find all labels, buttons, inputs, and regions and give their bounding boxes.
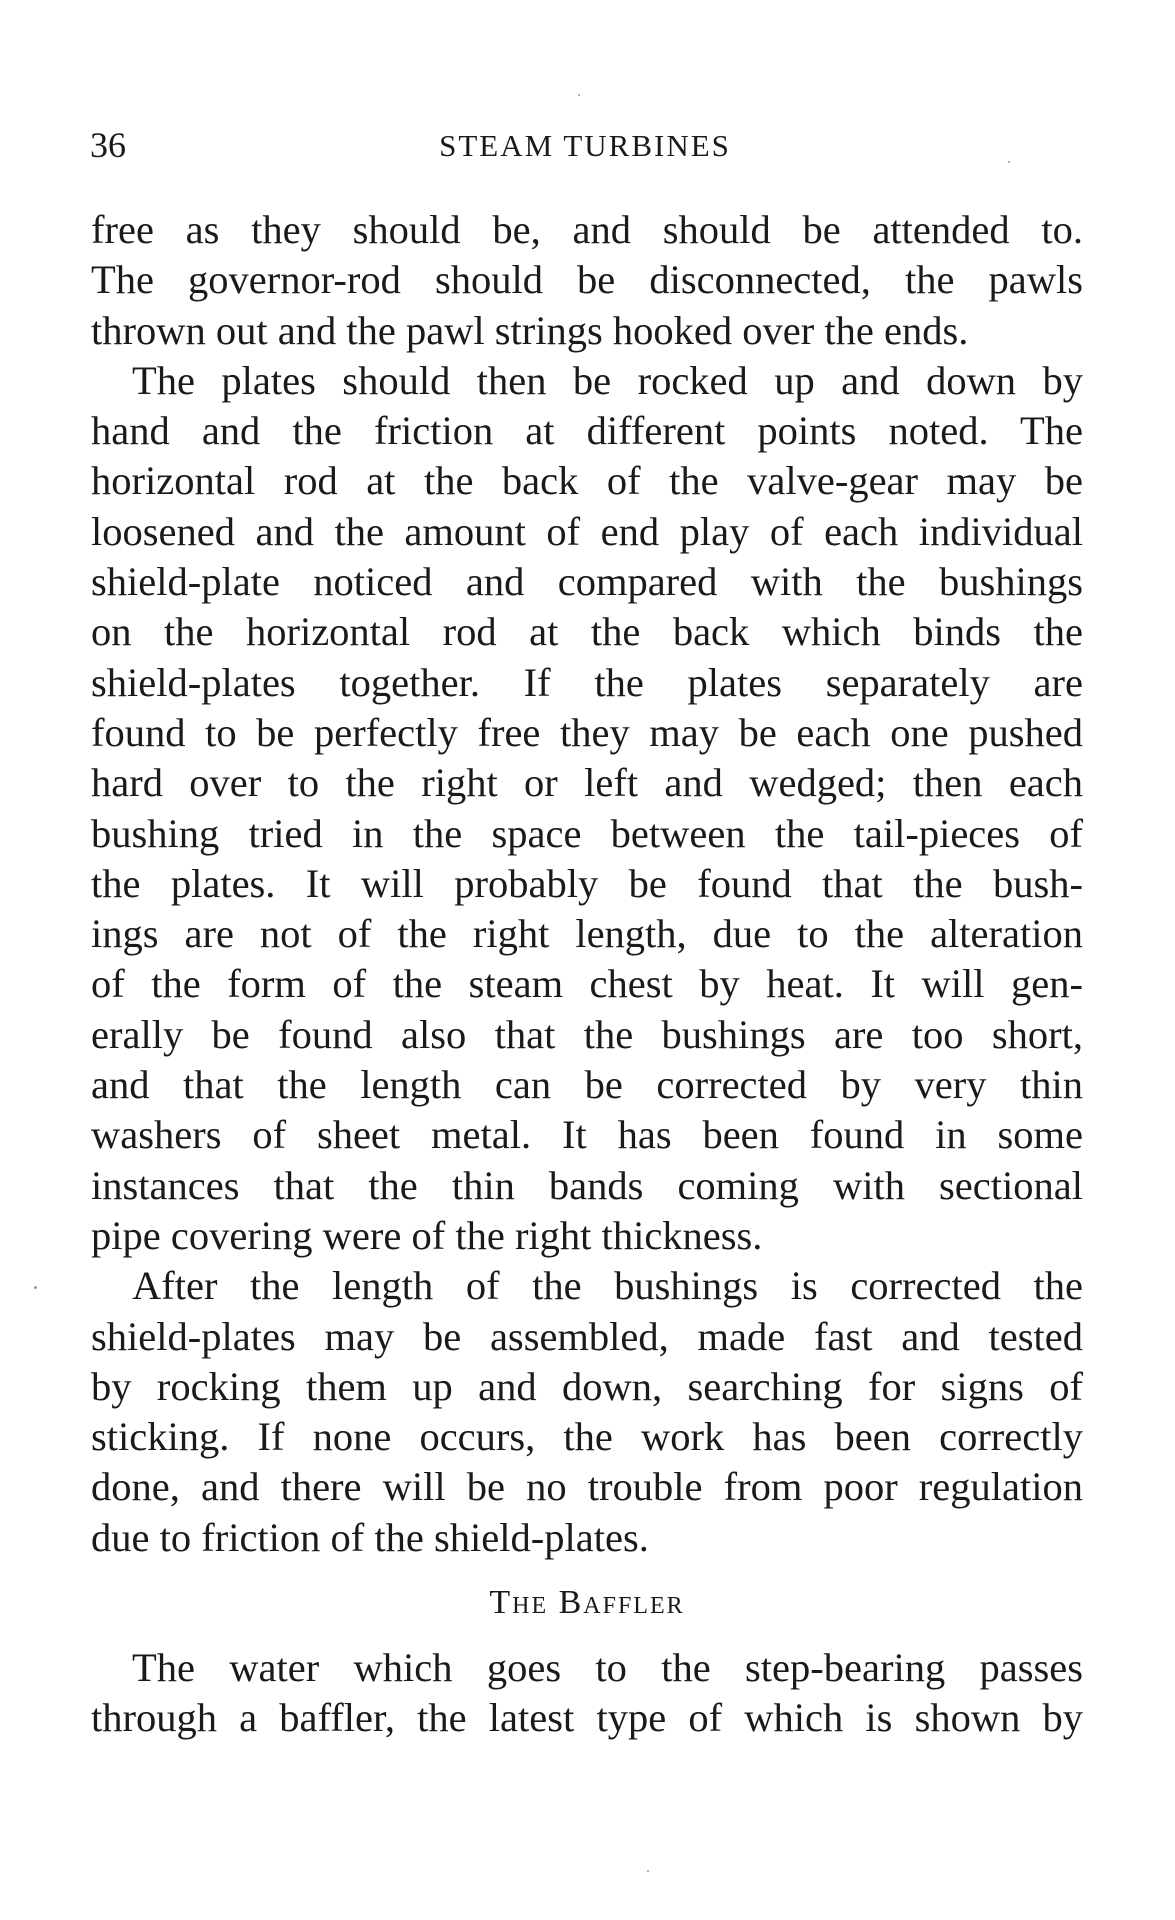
text-line: by rocking them up and down, searching for signs of bbox=[91, 1363, 1083, 1409]
text-line: thrown out and the pawl strings hooked over the ends. bbox=[91, 307, 969, 353]
section-heading: The Baffler bbox=[489, 1584, 685, 1622]
text-line: through a baffler, the latest type of which is shown by bbox=[91, 1695, 1083, 1741]
text-line: and that the length can be corrected by very thin bbox=[91, 1062, 1083, 1108]
text-line: instances that the thin bands coming with sectional bbox=[91, 1162, 1083, 1208]
text-line: of the form of the steam chest by heat. It will gen- bbox=[91, 961, 1083, 1007]
text-line: hand and the friction at different points noted. The bbox=[91, 408, 1083, 454]
text-line: pipe covering were of the right thickness. bbox=[91, 1212, 763, 1258]
text-line: bushing tried in the space between the tail-pieces of bbox=[91, 810, 1083, 856]
text-line: erally be found also that the bushings are too short, bbox=[91, 1011, 1083, 1057]
text-line: found to be perfectly free they may be each one pushed bbox=[91, 709, 1083, 755]
text-line: hard over to the right or left and wedged; then each bbox=[91, 760, 1083, 806]
text-line: the plates. It will probably be found that the bush- bbox=[91, 860, 1083, 906]
text-line: washers of sheet metal. It has been found in some bbox=[91, 1112, 1083, 1158]
text-line: on the horizontal rod at the back which binds the bbox=[91, 609, 1083, 655]
text-line: After the length of the bushings is corrected the bbox=[132, 1263, 1083, 1309]
text-line: due to friction of the shield-plates. bbox=[91, 1514, 649, 1560]
scan-speck bbox=[578, 94, 580, 96]
text-line: horizontal rod at the back of the valve-gear may be bbox=[91, 458, 1083, 504]
text-line: The water which goes to the step-bearing passes bbox=[132, 1645, 1083, 1691]
scan-speck bbox=[647, 1870, 649, 1872]
body-text bbox=[91, 205, 1083, 1744]
paragraph-baffler bbox=[91, 1643, 1083, 1744]
page-number: 36 bbox=[90, 125, 126, 165]
paragraph-after-length bbox=[91, 1261, 1083, 1563]
text-line: ings are not of the right length, due to the alteration bbox=[91, 911, 1083, 957]
text-line: free as they should be, and should be attended to. bbox=[91, 207, 1083, 252]
text-line: shield-plate noticed and compared with the bushings bbox=[91, 559, 1083, 605]
text-line: loosened and the amount of end play of each individual bbox=[91, 508, 1083, 554]
scan-speck bbox=[1008, 161, 1010, 163]
text-line: done, and there will be no trouble from poor regulation bbox=[91, 1464, 1083, 1510]
running-head: STEAM TURBINES bbox=[439, 128, 731, 163]
text-line: sticking. If none occurs, the work has been correctly bbox=[91, 1414, 1083, 1460]
text-line: shield-plates together. If the plates separately are bbox=[91, 659, 1083, 705]
text-line: The governor-rod should be disconnected, the pawls bbox=[91, 257, 1083, 303]
page-header bbox=[90, 124, 1080, 174]
scan-speck bbox=[34, 1286, 37, 1289]
text-line: The plates should then be rocked up and down by bbox=[132, 357, 1083, 403]
text-line: shield-plates may be assembled, made fast and tested bbox=[91, 1313, 1083, 1359]
paragraph-continued bbox=[91, 205, 1083, 356]
paragraph-plates-rocked bbox=[91, 356, 1083, 1261]
